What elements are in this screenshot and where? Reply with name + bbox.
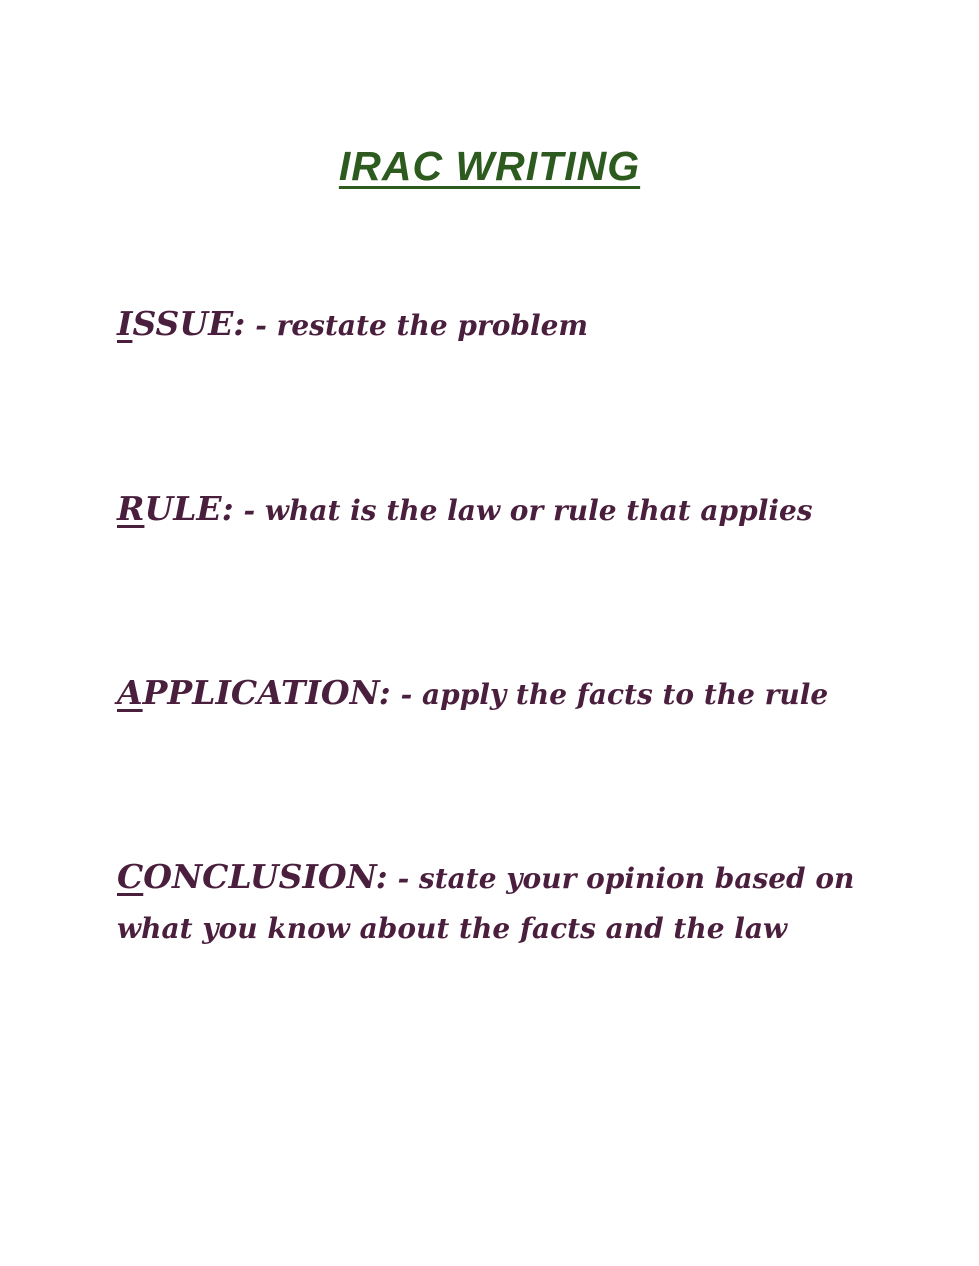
section-conclusion-initial: C	[117, 857, 144, 896]
section-issue	[117, 301, 885, 353]
section-issue-initial: I	[117, 304, 133, 343]
section-issue-description	[246, 309, 589, 342]
section-issue-description-text: - restate the problem	[255, 309, 589, 342]
section-application-description	[391, 678, 828, 711]
section-application	[117, 670, 885, 722]
section-conclusion	[117, 854, 885, 956]
section-rule-initial: R	[117, 489, 145, 528]
section-rule-description	[234, 494, 813, 527]
section-rule-heading	[117, 489, 234, 528]
section-conclusion-heading	[117, 857, 388, 896]
section-application-initial: A	[117, 673, 143, 712]
section-conclusion-heading-rest: ONCLUSION:	[143, 857, 388, 896]
section-conclusion-description-text: - state your opinion based on what you know about the facts and the law	[117, 862, 855, 945]
section-application-description-text: - apply the facts to the rule	[400, 678, 829, 711]
section-issue-heading-rest: SSUE:	[132, 304, 246, 343]
section-application-heading	[117, 673, 391, 712]
page-title-text: IRAC WRITING	[338, 143, 641, 190]
page-title	[0, 143, 979, 190]
section-rule-heading-rest: ULE:	[144, 489, 234, 528]
section-rule-description-text: - what is the law or rule that applies	[243, 494, 813, 527]
section-rule	[117, 486, 885, 538]
section-issue-heading	[117, 304, 246, 343]
section-application-heading-rest: PPLICATION:	[142, 673, 391, 712]
